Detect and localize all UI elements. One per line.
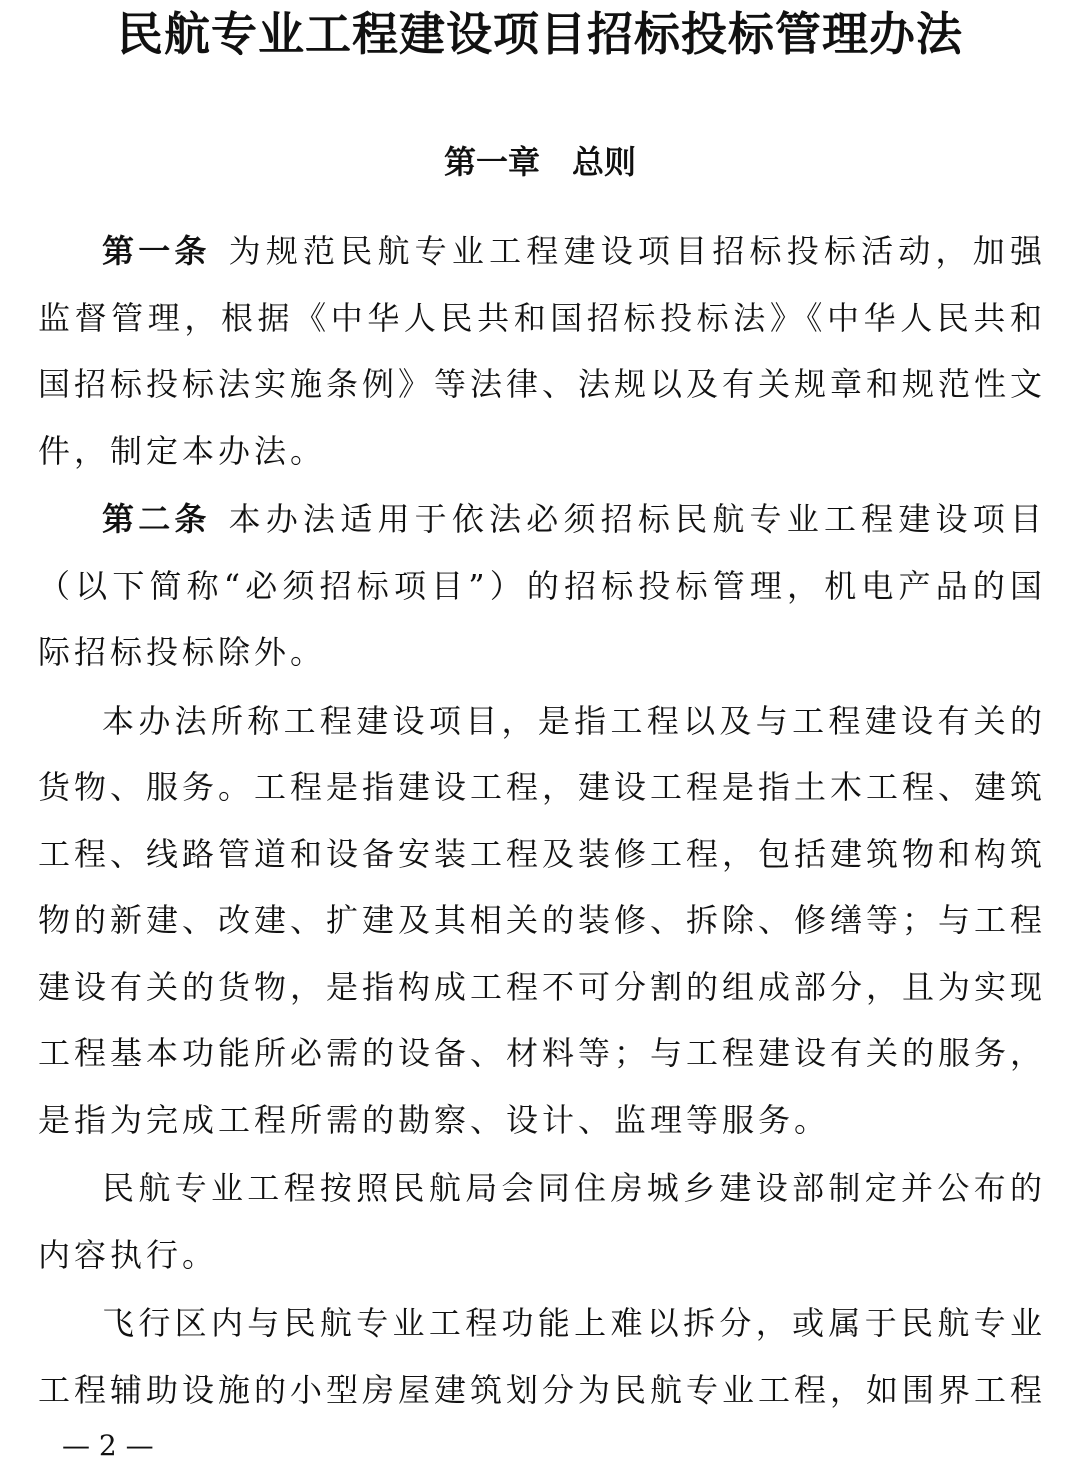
paragraph-text: 民航专业工程按照民航局会同住房城乡建设部制定并公布的内容执行。: [38, 1169, 1046, 1274]
chapter-heading: 第一章 总则: [443, 143, 636, 181]
article-number: 第二条: [102, 500, 211, 538]
paragraph-project-definition: [38, 688, 1046, 1154]
document-title: 民航专业工程建设项目招标投标管理办法: [117, 7, 963, 61]
paragraph-text: 飞行区内与民航专业工程功能上难以拆分，或属于民航专业工程辅助设施的小型房屋建筑划分为民航专业工程，如围界工程: [38, 1304, 1047, 1409]
paragraph-article-1: [38, 218, 1046, 484]
paragraph-article-2: [38, 486, 1046, 686]
document-body: [38, 218, 1046, 1423]
page-number: — 2 —: [62, 1429, 154, 1462]
paragraph-civil-aviation-scope: [38, 1155, 1046, 1288]
paragraph-text: 本办法适用于依法必须招标民航专业工程建设项目（以下简称“必须招标项目”）的招标投标管理，机电产品的国际招标投标除外。: [38, 500, 1046, 671]
article-number: 第一条: [102, 232, 211, 270]
paragraph-text: 为规范民航专业工程建设项目招标投标活动，加强监督管理，根据《中华人民共和国招标投标法》《中华人民共和国招标投标法实施条例》等法律、法规以及有关规章和规范性文件，制定本办法。: [38, 232, 1047, 470]
paragraph-airfield-buildings: [38, 1290, 1046, 1423]
paragraph-text: 本办法所称工程建设项目，是指工程以及与工程建设有关的货物、服务。工程是指建设工程，建设工程是指土木工程、建筑工程、线路管道和设备安装工程及装修工程，包括建筑物和构筑物的新建、改建、扩建及其相关的装修、拆除、修缮等；与工程建设有关的货物，是指构成工程不可分割的组成部分，且为实现工程基本功能所必需的设备、材料等；与工程建设有关的服务，是指为完成工程所需的勘察、设计、监理等服务。: [38, 701, 1047, 1139]
